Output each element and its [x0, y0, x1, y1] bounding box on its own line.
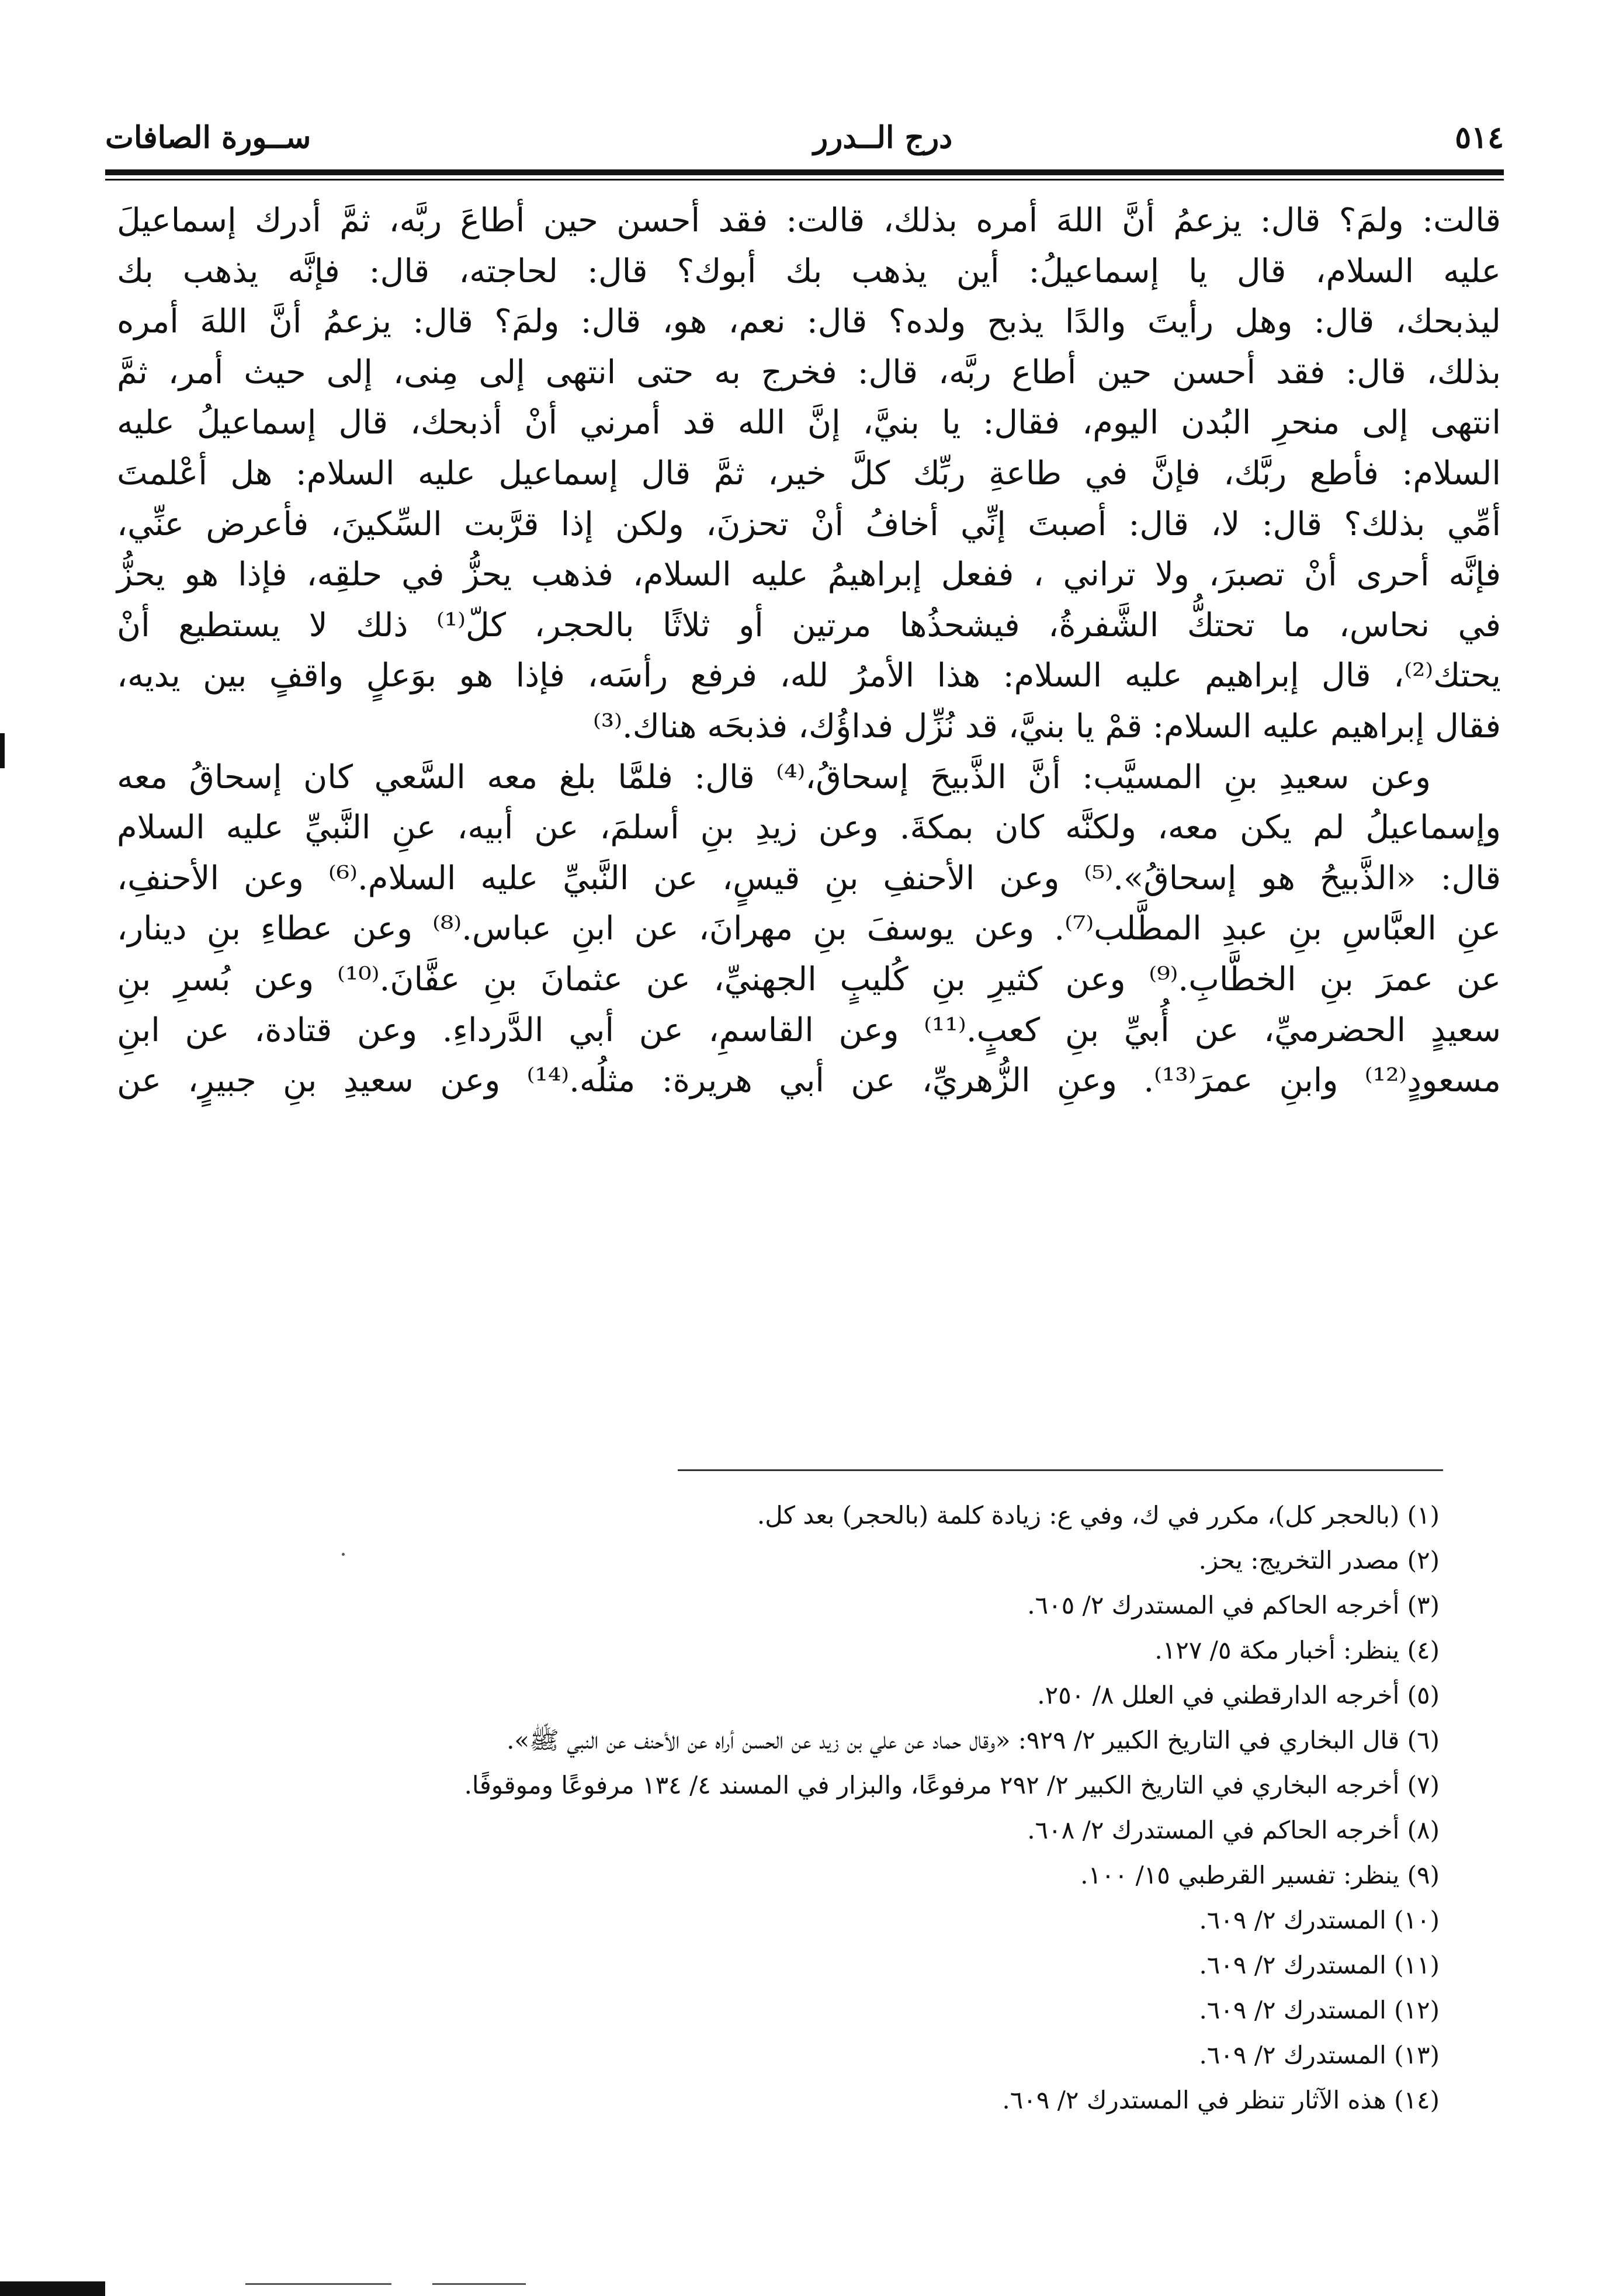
text-line: أمِّي بذلك؟ قال: لا، قال: أصبتَ إنِّي أخافُ أنْ تحزنَ، ولكن إذا قرَّبت السِّكينَ، فأعرض عنِّي، [117, 505, 1501, 543]
text-line: فإنَّه أحرى أنْ تصبرَ، ولا تراني ، ففعل إبراهيمُ عليه السلام، فذهب يحزُّ في حلقِه، فإذا هو يحزُّ [117, 556, 1501, 594]
text-line: سعيدٍ الحضرميِّ، عن أُبيِّ بنِ كعبٍ.⁽¹¹⁾ وعن القاسمِ، عن أبي الدَّرداءِ. وعن قتادة، عن ابنِ [117, 1011, 1501, 1049]
main-text [117, 196, 1501, 1107]
footnote: (١١) المستدرك ٢/ ٦٠٩. [1199, 1951, 1440, 1979]
footnote: (١٣) المستدرك ٢/ ٦٠٩. [1199, 2041, 1440, 2069]
footnote: (٨) أخرجه الحاكم في المستدرك ٢/ ٦٠٨. [1027, 1816, 1440, 1844]
text-line: يحتك⁽²⁾، قال إبراهيم عليه السلام: هذا الأمرُ لله، فرفع رأسَه، فإذا هو بوَعلٍ واقفٍ بين يديه، [117, 657, 1501, 695]
header-rule-thick [105, 169, 1504, 175]
scan-edge-mark [0, 733, 5, 768]
footnote: (٣) أخرجه الحاكم في المستدرك ٢/ ٦٠٥. [1027, 1591, 1440, 1619]
footnote: (٤) ينظر: أخبار مكة ٥/ ١٢٧. [1154, 1636, 1440, 1664]
footnote: (١) (بالحجر كل)، مكرر في ك، وفي ع: زيادة كلمة (بالحجر) بعد كل. [757, 1501, 1440, 1529]
footnote: (١٤) هذه الآثار تنظر في المستدرك ٢/ ٦٠٩. [1002, 2086, 1440, 2114]
page-number: ٥١٤ [1455, 119, 1504, 155]
footnote: (١٠) المستدرك ٢/ ٦٠٩. [1199, 1906, 1440, 1934]
text-line: السلام: فأطع ربَّك، فإنَّ في طاعةِ ربِّك كلَّ خير، ثمَّ قال إسماعيل عليه السلام: هل أعْلمتَ [117, 454, 1501, 493]
text-line: عن عمرَ بنِ الخطَّابِ.⁽⁹⁾ وعن كثيرِ بنِ كُليبٍ الجهنيِّ، عن عثمانَ بنِ عفَّانَ.⁽¹⁰⁾ وعن بُسرِ بنِ [117, 960, 1501, 998]
text-line: بذلك، قال: فقد أحسن حين أطاع ربَّه، قال: فخرج به حتى انتهى إلى مِنى، إلى حيث أمر، ثمَّ [117, 353, 1501, 391]
text-line: قالت: ولمَ؟ قال: يزعمُ أنَّ اللهَ أمره بذلك، قالت: فقد أحسن حين أطاعَ ربَّه، ثمَّ أدرك إسماعيلَ [117, 202, 1501, 240]
footnote: (٢) مصدر التخريج: يحز. [1198, 1546, 1440, 1574]
footnote: (٩) ينظر: تفسير القرطبي ١٥/ ١٠٠. [1080, 1861, 1440, 1889]
text-line: ليذبحك، قال: وهل رأيتَ والدًا يذبح ولده؟ قال: نعم، هو، قال: ولمَ؟ قال: يزعمُ أنَّ اللهَ أمره [117, 303, 1501, 341]
scan-bottom-mark [0, 2281, 105, 2296]
scan-bottom-line [432, 2283, 526, 2285]
text-line: وإسماعيلُ لم يكن معه، ولكنَّه كان بمكةَ. وعن زيدِ بنِ أسلمَ، عن أبيه، عنِ النَّبيِّ عليه السلام [117, 809, 1501, 847]
footnote: (١٢) المستدرك ٢/ ٦٠٩. [1199, 1996, 1440, 2024]
surah-title: ســورة الصافات [105, 119, 311, 155]
running-header [105, 111, 1504, 164]
footnotes [117, 1493, 1440, 2122]
text-line: عليه السلام، قال يا إسماعيلُ: أين يذهب بك أبوك؟ قال: لحاجته، قال: فإنَّه يذهب بك [117, 252, 1501, 290]
footnote: (٧) أخرجه البخاري في التاريخ الكبير ٢/ ٢٩٢ مرفوعًا، والبزار في المسند ٤/ ١٣٤ مرفوعًا وموقوفًا. [464, 1771, 1440, 1799]
footnote-separator [678, 1469, 1443, 1471]
text-line: فقال إبراهيم عليه السلام: قمْ يا بنيَّ، قد نُزِّل فداؤُك، فذبحَه هناك.⁽³⁾ [593, 707, 1501, 745]
scan-bottom-line [245, 2283, 391, 2285]
text-line: وعن سعيدِ بنِ المسيَّب: أنَّ الذَّبيحَ إسحاقُ،⁽⁴⁾ قال: فلمَّا بلغ معه السَّعي كان إسحاقُ معه [117, 758, 1431, 796]
footnote: (٦) قال البخاري في التاريخ الكبير ٢/ ٩٢٩: «وقال حماد عن علي بن زيد عن الحسن أراه عن الأحنف عن النبي ﷺ». [507, 1726, 1440, 1754]
text-line: انتهى إلى منحرِ البُدن اليوم، فقال: يا بنيَّ، إنَّ الله قد أمرني أنْ أذبحك، قال إسماعيلُ عليه [117, 404, 1501, 442]
text-line: في نحاس، ما تحتكُّ الشَّفرةُ، فيشحذُها مرتين أو ثلاثًا بالحجر، كلّ⁽¹⁾ ذلك لا يستطيع أنْ [117, 606, 1501, 644]
text-line: مسعودٍ⁽¹²⁾ وابنِ عمرَ⁽¹³⁾. وعنِ الزُّهريِّ، عن أبي هريرة: مثلُه.⁽¹⁴⁾ وعن سعيدِ بنِ جبيرٍ، عن [117, 1062, 1501, 1100]
book-title: درج الــدرر [813, 119, 953, 155]
text-line: عنِ العبَّاسِ بنِ عبدِ المطَّلب⁽⁷⁾. وعن يوسفَ بنِ مهرانَ، عن ابنِ عباس.⁽⁸⁾ وعن عطاءِ بنِ دينار، [117, 910, 1501, 948]
scan-speck [342, 1553, 345, 1556]
text-line: قال: «الذَّبيحُ هو إسحاقُ».⁽⁵⁾ وعن الأحنفِ بنِ قيسٍ، عن النَّبيِّ عليه السلام.⁽⁶⁾ وعن الأحنفِ، [117, 859, 1501, 897]
header-rule-thin [105, 179, 1504, 181]
footnote: (٥) أخرجه الدارقطني في العلل ٨/ ٢٥٠. [1037, 1681, 1440, 1709]
